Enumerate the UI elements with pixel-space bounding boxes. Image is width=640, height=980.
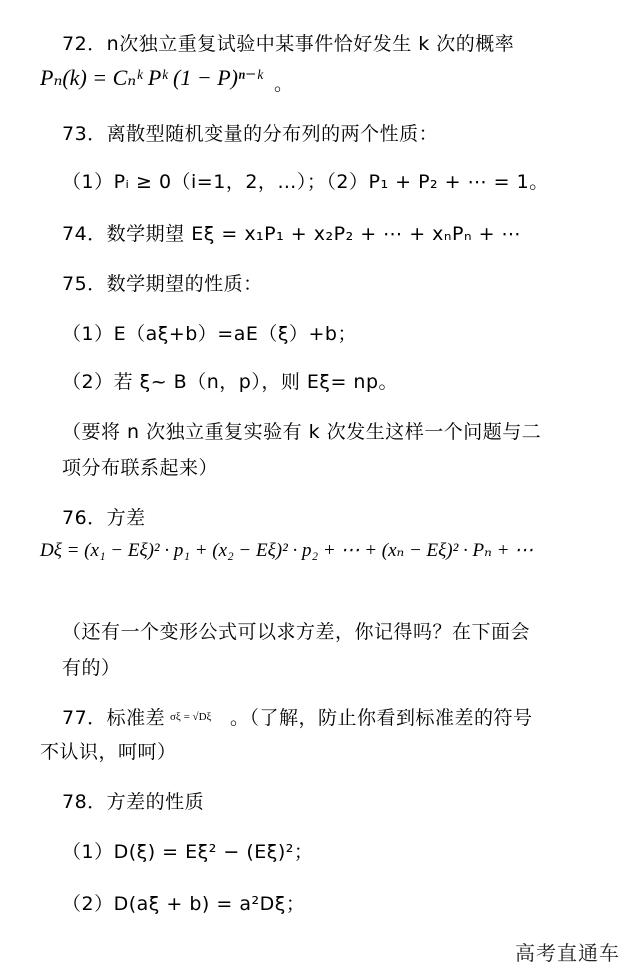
item-76-formula: Dξ = (x₁ − Eξ)² · p₁ + (x₂ − Eξ)² · p₂ + ⋯ + (xₙ − Eξ)² · Pₙ + ⋯ — [40, 540, 534, 561]
item-75-note1: （要将 n 次独立重复实验有 k 次发生这样一个问题与二 — [62, 421, 542, 443]
item-72-text: 72．n次独立重复试验中某事件恰好发生 k 次的概率 — [62, 33, 515, 55]
item-74-text: 74．数学期望 Eξ = x₁P₁ + x₂P₂ + ⋯ + xₙPₙ + ⋯ — [62, 223, 522, 245]
item-78-line3: （2）D(aξ + b) = a²Dξ； — [62, 893, 306, 915]
item-78-line2: （1）D(ξ) = Eξ² − (Eξ)²； — [62, 841, 314, 863]
item-78-text: 78．方差的性质 — [62, 791, 205, 813]
item-77-text3: 不认识，呵呵） — [40, 741, 177, 763]
item-72-tail: 。 — [274, 73, 294, 95]
watermark: 高考直通车 — [515, 941, 620, 965]
item-76-text: 76．方差 — [62, 507, 146, 529]
item-73-line2: （1）Pᵢ ≥ 0（i=1，2，…）；（2）P₁ + P₂ + ⋯ = 1。 — [62, 171, 549, 193]
item-77-formula: σξ = √Dξ — [170, 711, 212, 723]
item-75-note2: 项分布联系起来） — [62, 457, 219, 479]
item-72-formula: Pₙ(k) = Cₙᵏ Pᵏ (1 − P)ⁿ⁻ᵏ — [40, 65, 263, 90]
item-75-text: 75．数学期望的性质： — [62, 273, 263, 295]
item-77-text2: 。（了解，防止你看到标准差的符号 — [230, 707, 533, 729]
item-75-line2: （1）E（aξ+b）=aE（ξ）+b； — [62, 323, 357, 345]
item-76-note1: （还有一个变形公式可以求方差，你记得吗？在下面会 — [62, 621, 531, 643]
item-77-text1: 77．标准差 — [62, 707, 166, 729]
item-75-line3: （2）若 ξ~ B（n，p），则 Eξ= np。 — [62, 371, 399, 393]
item-73-text: 73．离散型随机变量的分布列的两个性质： — [62, 123, 439, 145]
item-76-note2: 有的） — [62, 657, 121, 679]
